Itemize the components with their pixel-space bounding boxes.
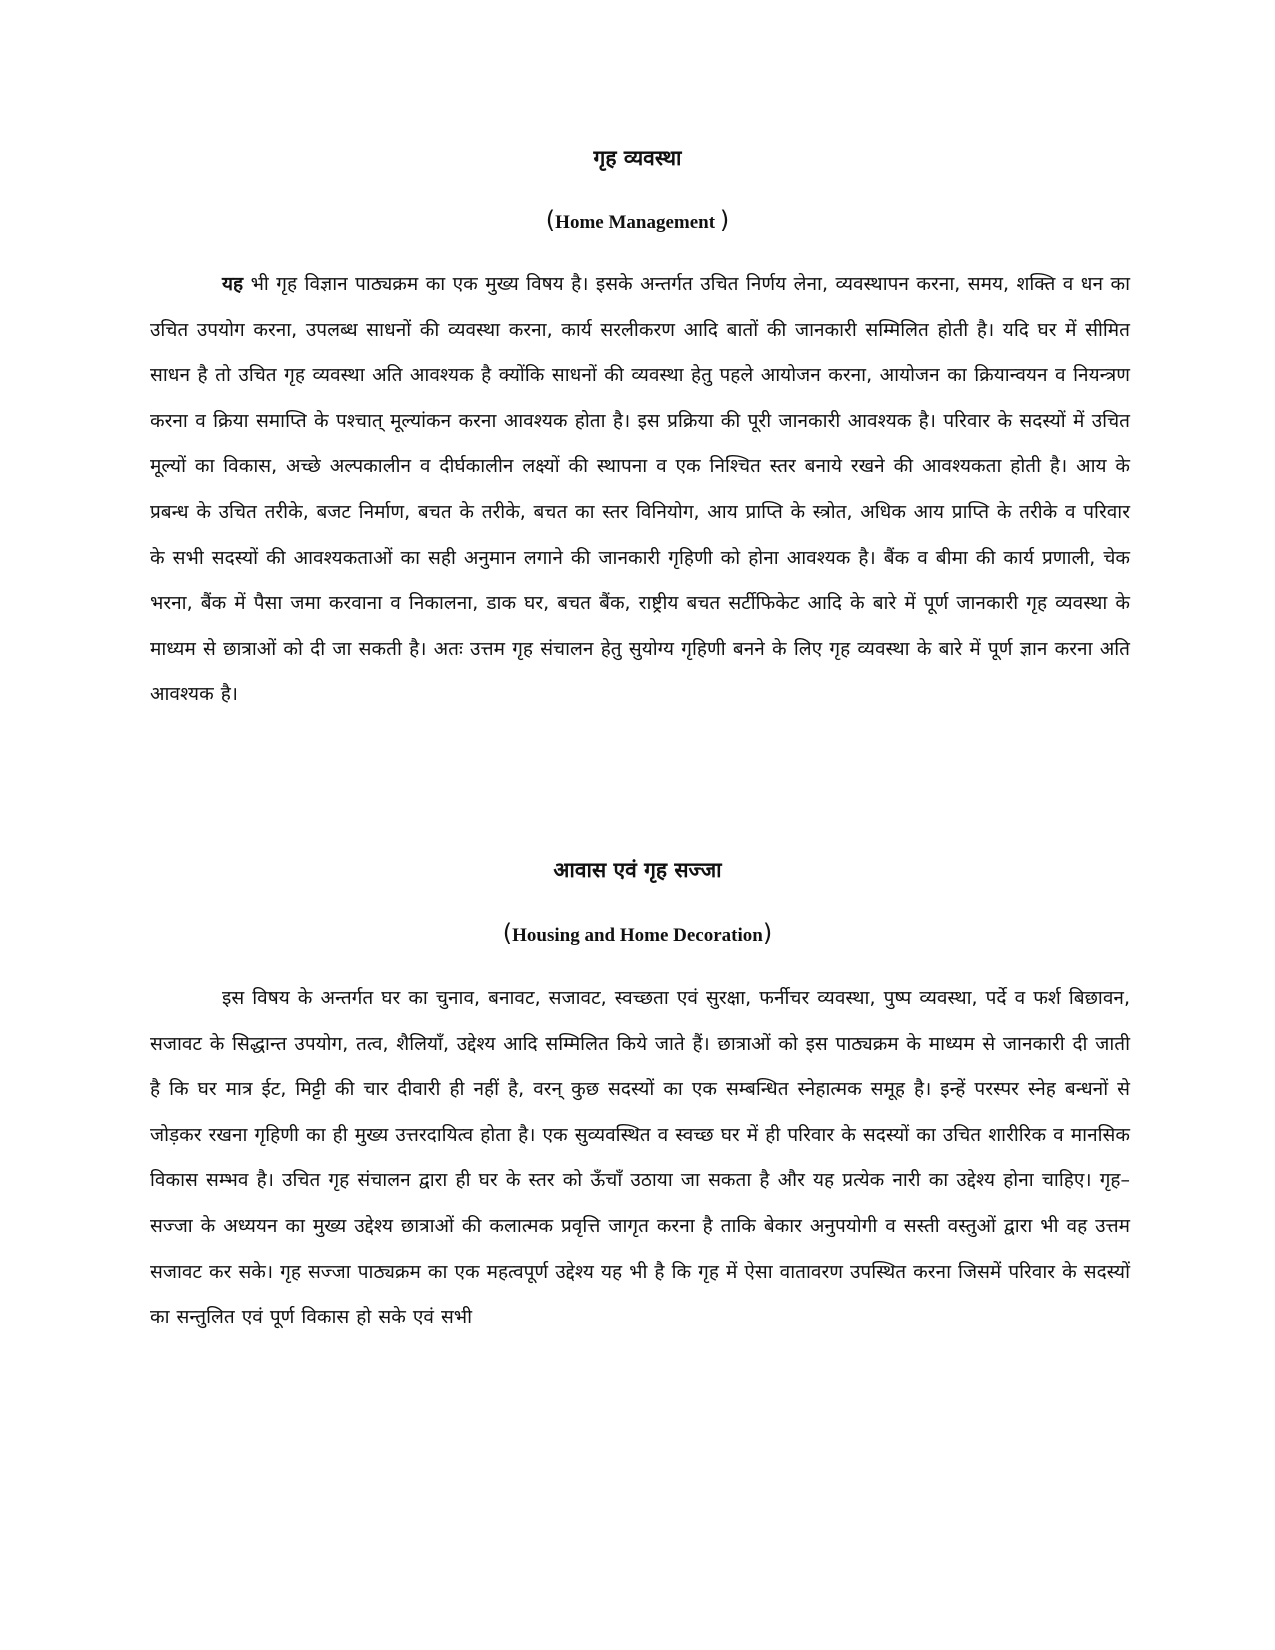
paragraph-home-management [150, 262, 1130, 718]
section-title-home-management-english [0, 207, 1275, 236]
open-paren: ( [545, 206, 556, 234]
section-title-text: Home Management [555, 212, 720, 233]
lead-word: यह [222, 273, 244, 295]
section-title-text: Housing and Home Decoration [512, 925, 763, 946]
section-title-housing-english [0, 920, 1275, 949]
close-paren: ) [719, 206, 730, 234]
paragraph-housing-decoration: इस विषय के अन्तर्गत घर का चुनाव, बनावट, सजावट, स्वच्छता एवं सुरक्षा, फर्नीचर व्यवस्था, पुष्प व्यवस्था, पर्दे व फर्श बिछावन, सजावट के सिद्धान्त उपयोग, तत्व, शैलियाँ, उद्देश्य आदि सम्मिलित किये जाते हैं। छात्राओं को इस पाठ्यक्रम के माध्यम से जानकारी दी जाती है कि घर मात्र ईट, मिट्टी की चार दीवारी ही नहीं है, वरन् कुछ सदस्यों का एक सम्बन्धित स्नेहात्मक समूह है। इन्हें परस्पर स्नेह बन्धनों से जोड़कर रखना गृहिणी का ही मुख्य उत्तरदायित्व होता है। एक सुव्यवस्थित व स्वच्छ घर में ही परिवार के सदस्यों का उचित शारीरिक व मानसिक विकास सम्भव है। उचित गृह संचालन द्वारा ही घर के स्तर को ऊँचाँ उठाया जा सकता है और यह प्रत्येक नारी का उद्देश्य होना चाहिए। गृह–सज्जा के अध्ययन का मुख्य उद्देश्य छात्राओं की कलात्मक प्रवृत्ति जागृत करना है ताकि बेकार अनुपयोगी व सस्ती वस्तुओं द्वारा भी वह उत्तम सजावट कर सके। गृह सज्जा पाठ्यक्रम का एक महत्वपूर्ण उद्देश्य यह भी है कि गृह में ऐसा वातावरण उपस्थित करना जिसमें परिवार के सदस्यों का सन्तुलित एवं पूर्ण विकास हो सके एवं सभी [150, 987, 1130, 1329]
open-paren: ( [502, 919, 513, 947]
section-title-housing-hindi: आवास एवं गृह सज्जा [553, 858, 722, 882]
section-title-home-management-hindi: गृह व्यवस्था [593, 146, 682, 170]
paragraph-body: भी गृह विज्ञान पाठ्यक्रम का एक मुख्य विषय है। इसके अन्तर्गत उचित निर्णय लेना, व्यवस्थापन करना, समय, शक्ति व धन का उचित उपयोग करना, उपलब्ध साधनों की व्यवस्था करना, कार्य सरलीकरण आदि बातों की जानकारी सम्मिलित होती है। यदि घर में सीमित साधन है तो उचित गृह व्यवस्था अति आवश्यक है क्योंकि साधनों की व्यवस्था हेतु पहले आयोजन करना, आयोजन का क्रियान्वयन व नियन्त्रण करना व क्रिया समाप्ति के पश्चात् मूल्यांकन करना आवश्यक होता है। इस प्रक्रिया की पूरी जानकारी आवश्यक है। परिवार के सदस्यों में उचित मूल्यों का विकास, अच्छे अल्पकालीन व दीर्घकालीन लक्ष्यों की स्थापना व एक निश्चित स्तर बनाये रखने की आवश्यकता होती है। आय के प्रबन्ध के उचित तरीके, बजट निर्माण, बचत के तरीके, बचत का स्तर विनियोग, आय प्राप्ति के स्त्रोत, अधिक आय प्राप्ति के तरीके व परिवार के सभी सदस्यों की आवश्यकताओं का सही अनुमान लगाने की जानकारी गृहिणी को होना आवश्यक है। बैंक व बीमा की कार्य प्रणाली, चेक भरना, बैंक में पैसा जमा करवाना व निकालना, डाक घर, बचत बैंक, राष्ट्रीय बचत सर्टीफिकेट आदि के बारे में पूर्ण जानकारी गृह व्यवस्था के माध्यम से छात्राओं को दी जा सकती है। अतः उत्तम गृह संचालन हेतु सुयोग्य गृहिणी बनने के लिए गृह व्यवस्था के बारे में पूर्ण ज्ञान करना अति आवश्यक है। [150, 273, 1130, 706]
close-paren: ) [762, 919, 773, 947]
